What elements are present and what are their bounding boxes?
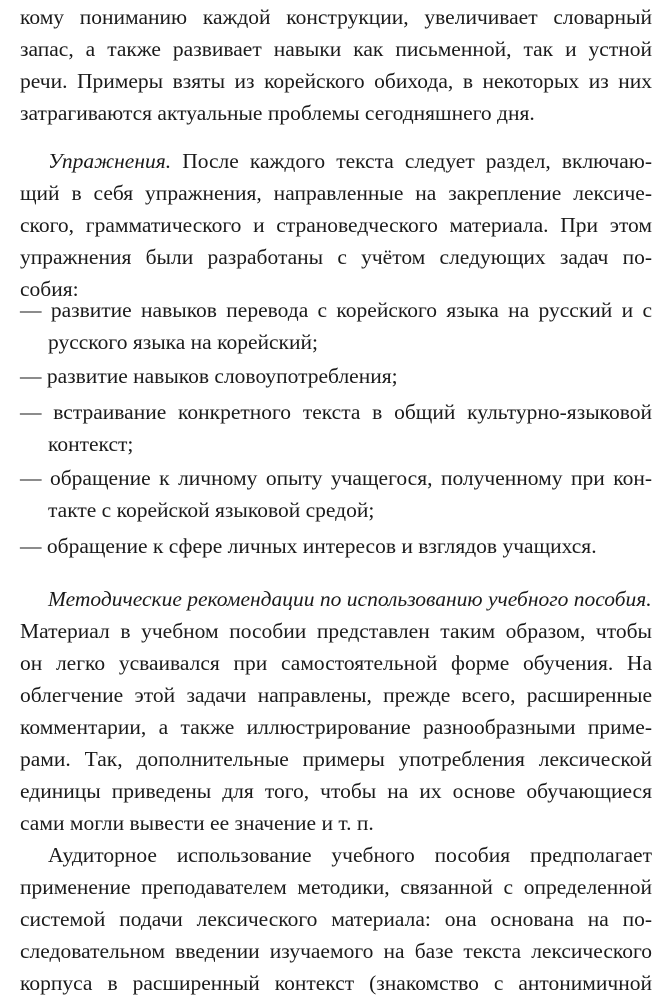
text-line: запас, а также развивает навыки как письменной, так и устной xyxy=(20,37,652,61)
text-line: рами. Так, дополнительные примеры употребления лексической xyxy=(20,747,652,771)
text-line: сами могли вывести ее значение и т. п. xyxy=(20,811,374,835)
text-line: Аудиторное использование учебного пособия предполагает xyxy=(48,843,652,867)
list-item-line: — развитие навыков перевода с корейского языка на русский и с xyxy=(20,298,652,322)
text-line: корпуса в расширенный контекст (знакомство с антонимичной xyxy=(20,971,652,995)
text-line: следовательном введении изучаемого на базе текста лексического xyxy=(20,939,652,963)
text-line: упражнения были разработаны с учётом следующих задач по- xyxy=(20,245,652,269)
text-line: щий в себя упражнения, направленные на закрепление лексиче- xyxy=(20,181,652,205)
list-item-line: — обращение к сфере личных интересов и взглядов учащихся. xyxy=(20,534,597,558)
text-line: облегчение этой задачи направлены, прежде всего, расширенные xyxy=(20,683,652,707)
text-line: кому пониманию каждой конструкции, увеличивает словарный xyxy=(20,5,652,29)
exercises-first-line-text: После каждого текста следует раздел, включаю- xyxy=(182,149,653,173)
text-line: комментарии, а также иллюстрирование разнообразными приме- xyxy=(20,715,652,739)
list-item-line: русского языка на корейский; xyxy=(48,330,318,354)
exercises-heading: Упражнения. xyxy=(48,149,172,173)
document-page xyxy=(20,0,652,1000)
list-item-line: — встраивание конкретного текста в общий культурно-языковой xyxy=(20,400,652,424)
text-line: ского, грамматического и страноведческого материала. При этом xyxy=(20,213,652,237)
text-line: он легко усваивался при самостоятельной форме обучения. На xyxy=(20,651,652,675)
text-line: затрагиваются актуальные проблемы сегодняшнего дня. xyxy=(20,101,535,125)
recommendations-heading: Методические рекомендации по использованию учебного пособия. xyxy=(48,587,652,611)
list-item-line: — развитие навыков словоупотребления; xyxy=(20,364,398,388)
text-line: Материал в учебном пособии представлен таким образом, чтобы xyxy=(20,619,652,643)
text-line: собия: xyxy=(20,277,79,301)
exercises-first-line xyxy=(20,147,652,175)
list-item-line: контекст; xyxy=(48,432,134,456)
text-line: применение преподавателем методики, связанной с определенной xyxy=(20,875,652,899)
text-line: системой подачи лексического материала: она основана на по- xyxy=(20,907,652,931)
list-item-line: — обращение к личному опыту учащегося, полученному при кон- xyxy=(20,466,652,490)
text-line: речи. Примеры взяты из корейского обихода, в некоторых из них xyxy=(20,69,652,93)
text-line: единицы приведены для того, чтобы на их основе обучающиеся xyxy=(20,779,652,803)
list-item-line: такте с корейской языковой средой; xyxy=(48,498,375,522)
